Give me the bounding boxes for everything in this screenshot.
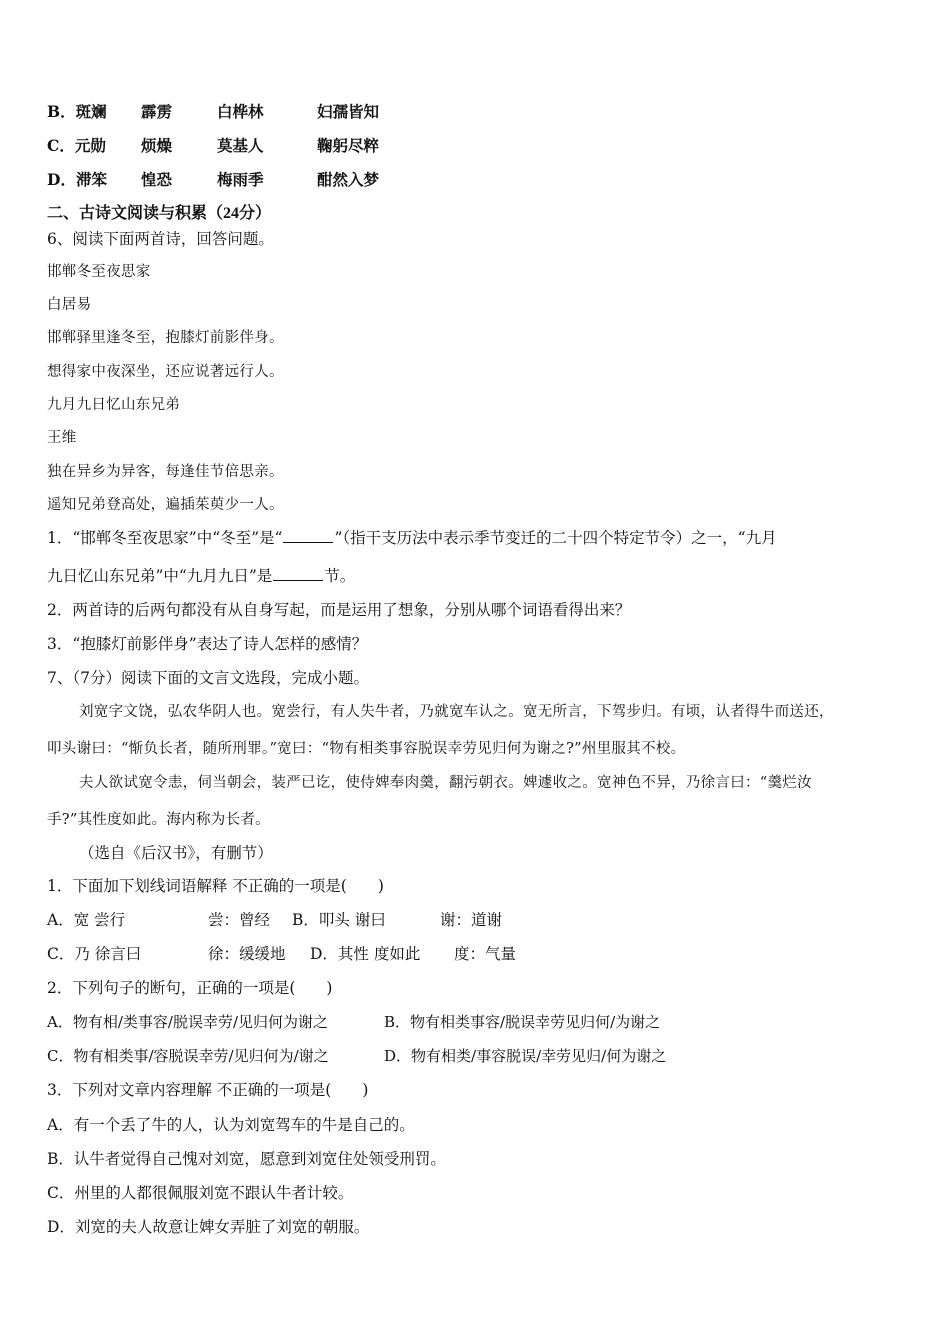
- question-6-1-text-d: 节。: [324, 567, 356, 585]
- question-6-2: 2．两首诗的后两句都没有从自身写起，而是运用了想象，分别从哪个词语看得出来？: [47, 601, 631, 619]
- question-7-2-option-a[interactable]: A．物有相/类事容/脱误幸劳/见归何为谢之: [47, 1013, 328, 1031]
- question-7-1-option-b-explain: 谢：道谢: [440, 911, 503, 929]
- question-7-3-stem: 3．下列对文章内容理解 不正确的一项是( ): [47, 1081, 369, 1099]
- question-7-1-option-d[interactable]: D．其性 度如此: [310, 945, 421, 963]
- question-7-1-option-a-explain: 尝：曾经: [208, 911, 271, 929]
- poem-2-line-1: 独在异乡为异客，每逢佳节倍思亲。: [47, 464, 284, 480]
- question-7-1-option-a[interactable]: A．宽 尝行: [47, 911, 126, 929]
- poem-2-author: 王维: [47, 430, 77, 446]
- passage-para-2-line-2: 手?”其性度如此。海内称为长者。: [47, 812, 270, 828]
- question-7-1-stem: 1．下面加下划线词语解释 不正确的一项是( ): [47, 877, 384, 895]
- question-6-1-text-a: 1．“邯郸冬至夜思家”中“冬至”是“: [47, 529, 283, 547]
- question-7-1-option-b[interactable]: B．叩头 谢曰: [292, 911, 386, 929]
- question-7-1-option-c[interactable]: C．乃 徐言曰: [47, 945, 142, 963]
- option-b-word-1: 霹雳: [141, 102, 173, 121]
- poem-1-line-1: 邯郸驿里逢冬至，抱膝灯前影伴身。: [47, 330, 284, 346]
- poem-1-title: 邯郸冬至夜思家: [47, 264, 151, 280]
- question-7-3-option-a[interactable]: A．有一个丢了牛的人，认为刘宽驾车的牛是自己的。: [47, 1116, 415, 1134]
- question-7-1-option-d-explain: 度：气量: [454, 945, 517, 963]
- poem-1-author: 白居易: [47, 297, 92, 313]
- question-7-3-option-c[interactable]: C．州里的人都很佩服刘宽不跟认牛者计较。: [47, 1184, 354, 1202]
- question-6-1-text-c: 九日忆山东兄弟”中“九月九日”是: [47, 567, 273, 585]
- option-c-label: C．元勋: [47, 136, 106, 155]
- poem-2-title: 九月九日忆山东兄弟: [47, 397, 181, 413]
- option-c-word-2: 莫基人: [217, 136, 264, 155]
- option-c-word-3: 鞠躬尽粹: [317, 136, 380, 155]
- passage-para-1-line-2: 叩头谢曰：“惭负长者，随所刑罪。”宽曰：“物有相类事容脱误幸劳见归何为谢之?”州里服其不校。: [47, 741, 686, 757]
- question-7-2-option-b[interactable]: B．物有相类事容/脱误幸劳见归何/为谢之: [384, 1013, 661, 1031]
- question-7-2-stem: 2．下列句子的断句，正确的一项是( ): [47, 979, 333, 997]
- passage-source: （选自《后汉书》，有删节）: [79, 844, 273, 862]
- section-heading: 二、古诗文阅读与积累（24分）: [47, 205, 272, 222]
- question-7-1-option-c-explain: 徐：缓缓地: [208, 945, 286, 963]
- poem-2-line-2: 遥知兄弟登高处，遍插茱萸少一人。: [47, 497, 284, 513]
- option-b-label: B．斑斓: [47, 102, 107, 121]
- question-6-1-line-1: [47, 528, 777, 548]
- option-d-label: D．滞笨: [47, 170, 107, 189]
- option-d-word-1: 惶恐: [141, 170, 173, 189]
- question-7-3-option-b[interactable]: B．认牛者觉得自己愧对刘宽，愿意到刘宽住处领受刑罚。: [47, 1150, 446, 1168]
- option-c-word-1: 烦燥: [141, 136, 173, 155]
- answer-blank-2[interactable]: [273, 566, 323, 581]
- passage-para-1-line-1: 刘宽字文饶，弘农华阴人也。宽尝行，有人失牛者，乃就宽车认之。宽无所言，下驾步归。有顷，认者得牛而送还，: [79, 704, 834, 720]
- question-7-3-option-d[interactable]: D．刘宽的夫人故意让婢女弄脏了刘宽的朝服。: [47, 1218, 370, 1236]
- question-7-2-option-d[interactable]: D．物有相类/事容脱误/幸劳见归/何为谢之: [384, 1047, 667, 1065]
- answer-blank-1[interactable]: [283, 528, 333, 543]
- poem-1-line-2: 想得家中夜深坐，还应说著远行人。: [47, 364, 284, 380]
- question-6-1-line-2: [47, 566, 355, 586]
- question-6-stem: 6、阅读下面两首诗，回答问题。: [47, 230, 274, 248]
- question-7-stem: 7、（7分）阅读下面的文言文选段，完成小题。: [47, 669, 369, 687]
- question-7-2-option-c[interactable]: C．物有相类事/容脱误幸劳/见归何为/谢之: [47, 1047, 329, 1065]
- option-b-word-3: 妇孺皆知: [317, 102, 380, 121]
- question-6-1-text-b: ”（指干支历法中表示季节变迁的二十四个特定节令）之一，“九月: [334, 529, 777, 547]
- question-6-3: 3．“抱膝灯前影伴身”表达了诗人怎样的感情？: [47, 635, 368, 653]
- passage-para-2-line-1: 夫人欲试宽令恚，伺当朝会，装严已讫，使侍婢奉肉羹，翻污朝衣。婢遽收之。宽神色不异，乃徐言曰：“羹烂汝: [79, 775, 812, 791]
- option-b-word-2: 白桦林: [217, 102, 264, 121]
- option-d-word-2: 梅雨季: [217, 170, 264, 189]
- option-d-word-3: 酣然入梦: [317, 170, 380, 189]
